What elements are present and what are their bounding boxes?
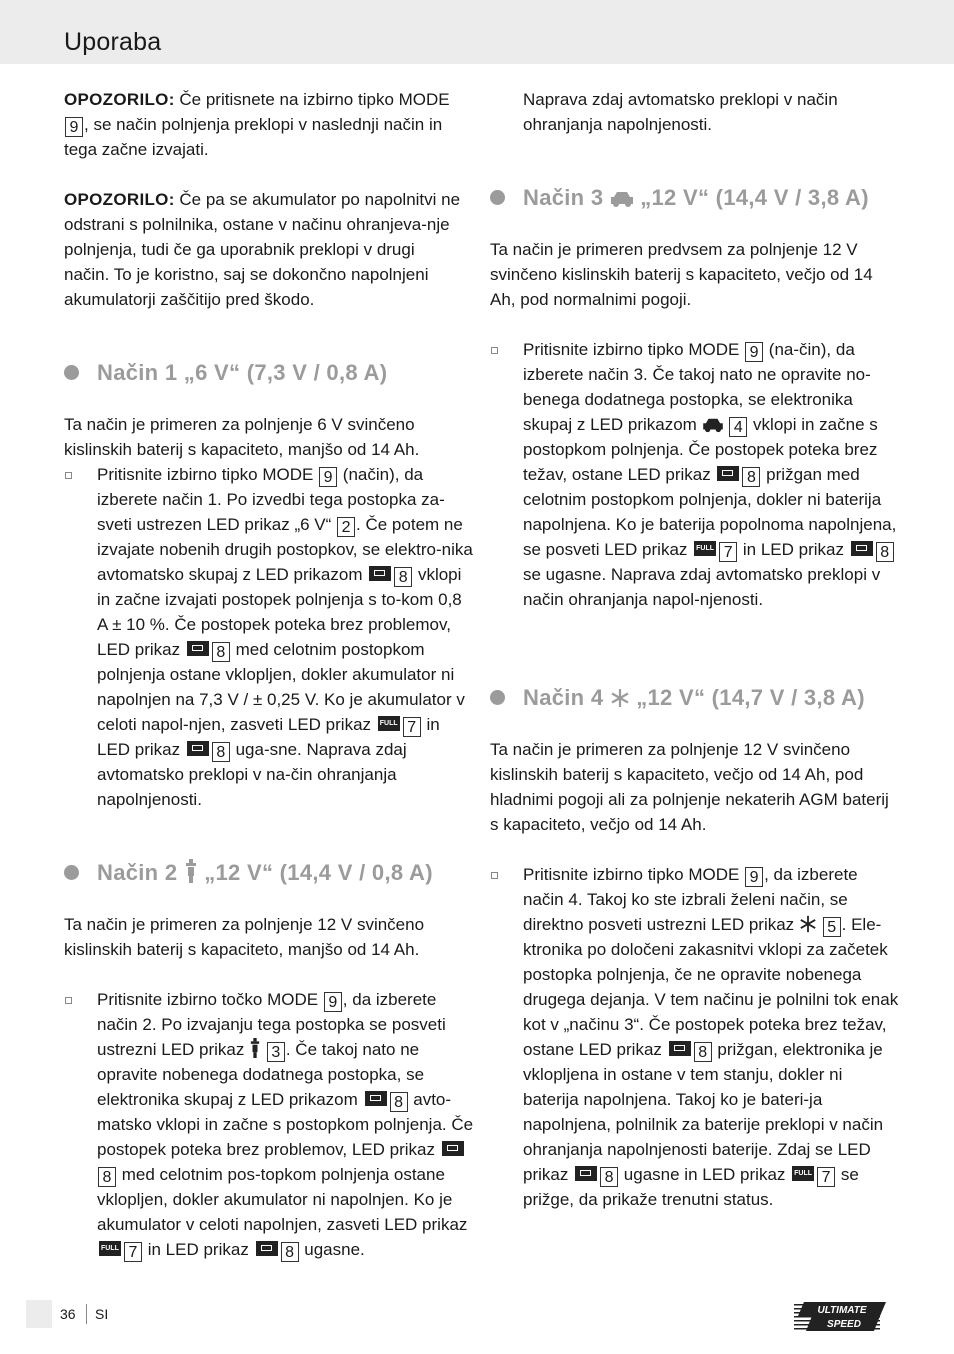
ref-number: 9: [65, 117, 83, 137]
bullet-dot-icon: [64, 865, 79, 880]
battery-charging-led-icon: [575, 1166, 597, 1181]
snowflake-icon: [799, 915, 817, 933]
mode-2-intro: Ta način je primeren za polnjenje 12 V svinčeno kislinskih baterij s kapaciteto, manjšo od 14 Ah.: [64, 915, 425, 959]
battery-full-led-icon: [378, 716, 400, 731]
ref-number: 8: [876, 542, 894, 562]
warning-text: Če pritisnete na izbirno tipko MODE: [174, 90, 450, 109]
battery-full-led-icon: [694, 541, 716, 556]
ref-number: 7: [124, 1242, 142, 1262]
mode-3-step: [490, 337, 900, 612]
page-number: 36: [60, 1306, 76, 1322]
language-code: SI: [95, 1306, 109, 1322]
ref-number: 4: [729, 417, 747, 437]
battery-charging-led-icon: [369, 566, 391, 581]
mode-4-step: [490, 862, 900, 1212]
ref-number: 8: [212, 642, 230, 662]
mode-1-step: [64, 462, 474, 812]
mode-2-heading: [64, 858, 474, 888]
footer-divider: [86, 1304, 87, 1324]
step-text: Pritisnite izbirno tipko MODE 9 , da izberete način 4. Takoj ko ste izbrali želeni način, se direktno posveti ustrezni LED prikaz 5 . Ele-ktronika po določeni zakasnitvi vklopi za začetek postopka polnjenja, če ne opravite nobenega drugega dejanja. V tem načinu je polnilni tok enak kot v „načinu 3“. Če postopek poteka brez težav, ostane LED prikaz 8 prižgan, elektronika je vklopljena in ostane v tem stanju, dokler ni baterija napolnjena. Takoj ko je bateri-ja napolnjena, polnilnik za baterije preklopi v način ohranjanja napolnjenosti baterije. Zdaj se LED prikaz 8 ugasne in LED prikaz FULL7 se prižge, da prikaže trenutni status.: [523, 862, 900, 1212]
mode-3-heading: [490, 183, 900, 213]
battery-charging-led-icon: [187, 641, 209, 656]
heading-text: Način 2 „12 V“ (14,4 V / 0,8 A): [97, 860, 433, 885]
mode-1-intro: Ta način je primeren za polnjenje 6 V svinčeno kislinskih baterij s kapaciteto, manjšo od 14 Ah.: [64, 415, 420, 459]
battery-full-led-icon: [99, 1241, 121, 1256]
step-text: Pritisnite izbirno tipko MODE 9 (način), da izberete način 1. Po izvedbi tega postopka za-sveti ustrezen LED prikaz „6 V“ 2 . Če potem ne izvajate nobenih drugih postopkov, se elektro-nika avtomatsko skupaj z LED prikazom 8 vklopi in začne izvajati postopek polnjenja s to-kom 0,8 A ± 10 %. Če postopek poteka brez problemov, LED prikaz 8 med celotnim postopkom polnjenja ostane vklopljen, dokler akumulator ni napolnjen na 7,3 V / ± 0,25 V. Ko je akumulator v celoti napol-njen, zasveti LED prikaz FULL7 in LED prikaz 8 uga-sne. Naprava zdaj avtomatsko preklopi v na-čin ohranjanja napolnjenosti.: [97, 462, 474, 812]
battery-charging-led-icon: [717, 466, 739, 481]
warning-label: OPOZORILO:: [64, 90, 175, 109]
checkbox-bullet-icon: [491, 872, 498, 879]
warning-label: OPOZORILO:: [64, 190, 175, 209]
battery-full-led-icon: [792, 1166, 814, 1181]
heading-text: Način 4 „12 V“ (14,7 V / 3,8 A): [523, 685, 865, 710]
checkbox-bullet-icon: [65, 997, 72, 1004]
svg-text:SPEED: SPEED: [827, 1319, 861, 1330]
mode-2-step: [64, 987, 474, 1262]
ref-number: 2: [337, 517, 355, 537]
warning-2: [64, 187, 464, 312]
battery-charging-led-icon: [442, 1141, 464, 1156]
motorcycle-icon: [184, 859, 198, 883]
page-header: [0, 0, 954, 64]
checkbox-bullet-icon: [65, 472, 72, 479]
bullet-dot-icon: [64, 365, 79, 380]
checkbox-bullet-icon: [491, 347, 498, 354]
snowflake-icon: [610, 688, 630, 708]
battery-charging-led-icon: [851, 541, 873, 556]
ref-number: 8: [390, 1092, 408, 1112]
ref-number: 8: [281, 1242, 299, 1262]
motorcycle-icon: [249, 1038, 261, 1058]
step-text: Pritisnite izbirno tipko MODE 9 (na-čin), da izberete način 3. Če takoj nato ne opravite no-benega dodatnega postopka, se elektronika skupaj z LED prikazom 4 vklopi in začne s postopkom polnjenja. Če postopek poteka brez težav, ostane LED prikaz 8 prižgan med celotnim postopkom polnjenja, dokler ni baterija napolnjena. Ko je baterija popolnoma napolnjena, se posveti LED prikaz FULL7 in LED prikaz 8 se ugasne. Naprava zdaj avtomatsko preklopi v način ohranjanja napol-njenosti.: [523, 337, 900, 612]
mode-3-intro: Ta način je primeren predvsem za polnjenje 12 V svinčeno kislinskih baterij s kapaciteto, večjo od 14 Ah, pod normalnimi pogoji.: [490, 240, 873, 309]
page-title: Uporaba: [64, 28, 162, 56]
ref-number: 7: [817, 1167, 835, 1187]
mode-4-heading: [490, 683, 900, 713]
ref-number: 8: [394, 567, 412, 587]
bullet-dot-icon: [490, 690, 505, 705]
ref-number: 9: [324, 992, 342, 1012]
ref-number: 3: [267, 1042, 285, 1062]
battery-charging-led-icon: [365, 1091, 387, 1106]
battery-charging-led-icon: [187, 741, 209, 756]
heading-text: Način 3 „12 V“ (14,4 V / 3,8 A): [523, 185, 869, 210]
heading-text: Način 1 „6 V“ (7,3 V / 0,8 A): [97, 360, 388, 385]
mode-1-heading: [64, 358, 474, 388]
car-icon: [702, 417, 724, 433]
ref-number: 8: [742, 467, 760, 487]
warning-text: Če pa se akumulator po napolnitvi ne odstrani s polnilnika, ostane v načinu ohranjeva-nje polnjenja, tudi če ga uporabnik preklopi v drugi način. To je koristno, saj se dokončno napolnjeni akumulatorji zaščitijo pred škodo.: [64, 190, 461, 309]
ref-number: 7: [403, 717, 421, 737]
ref-number: 9: [745, 867, 763, 887]
ref-number: 9: [319, 467, 337, 487]
ref-number: 5: [823, 917, 841, 937]
svg-text:ULTIMATE: ULTIMATE: [817, 1305, 867, 1316]
step-text: Pritisnite izbirno točko MODE 9 , da izberete način 2. Po izvajanju tega postopka se posveti ustrezni LED prikaz 3 . Če takoj nato ne opravite nobenega dodatnega postopka, se elektronika skupaj z LED prikazom 8 avto-matsko vklopi in začne s postopkom polnjenja. Če postopek poteka brez problemov, LED prikaz 8 med celotnim pos-topkom polnjenja ostane vklopljen, dokler akumulator ni napolnjen. Ko je akumulator v celoti napolnjen, zasveti LED prikaz FULL7 in LED prikaz 8 ugasne.: [97, 987, 474, 1262]
ref-number: 7: [719, 542, 737, 562]
mode-4-intro: Ta način je primeren za polnjenje 12 V svinčeno kislinskih baterij s kapaciteto, večjo od 14 Ah, pod hladnimi pogoji ali za polnjenje nekaterih AGM baterij s kapaciteto, večjo od 14 Ah.: [490, 740, 889, 834]
footer-marker: [26, 1300, 52, 1328]
ref-number: 8: [98, 1167, 116, 1187]
battery-charging-led-icon: [256, 1241, 278, 1256]
bullet-dot-icon: [490, 190, 505, 205]
ultimate-speed-logo: [794, 1302, 888, 1332]
ref-number: 8: [694, 1042, 712, 1062]
ref-number: 8: [600, 1167, 618, 1187]
continued-text: Naprava zdaj avtomatsko preklopi v način ohranjanja napolnjenosti.: [523, 90, 838, 134]
ref-number: 9: [745, 342, 763, 362]
car-icon: [610, 190, 634, 208]
ref-number: 8: [212, 742, 230, 762]
warning-1: [64, 87, 464, 162]
warning-text: , se način polnjenja preklopi v naslednji način in tega začne izvajati.: [64, 115, 443, 159]
battery-charging-led-icon: [669, 1041, 691, 1056]
